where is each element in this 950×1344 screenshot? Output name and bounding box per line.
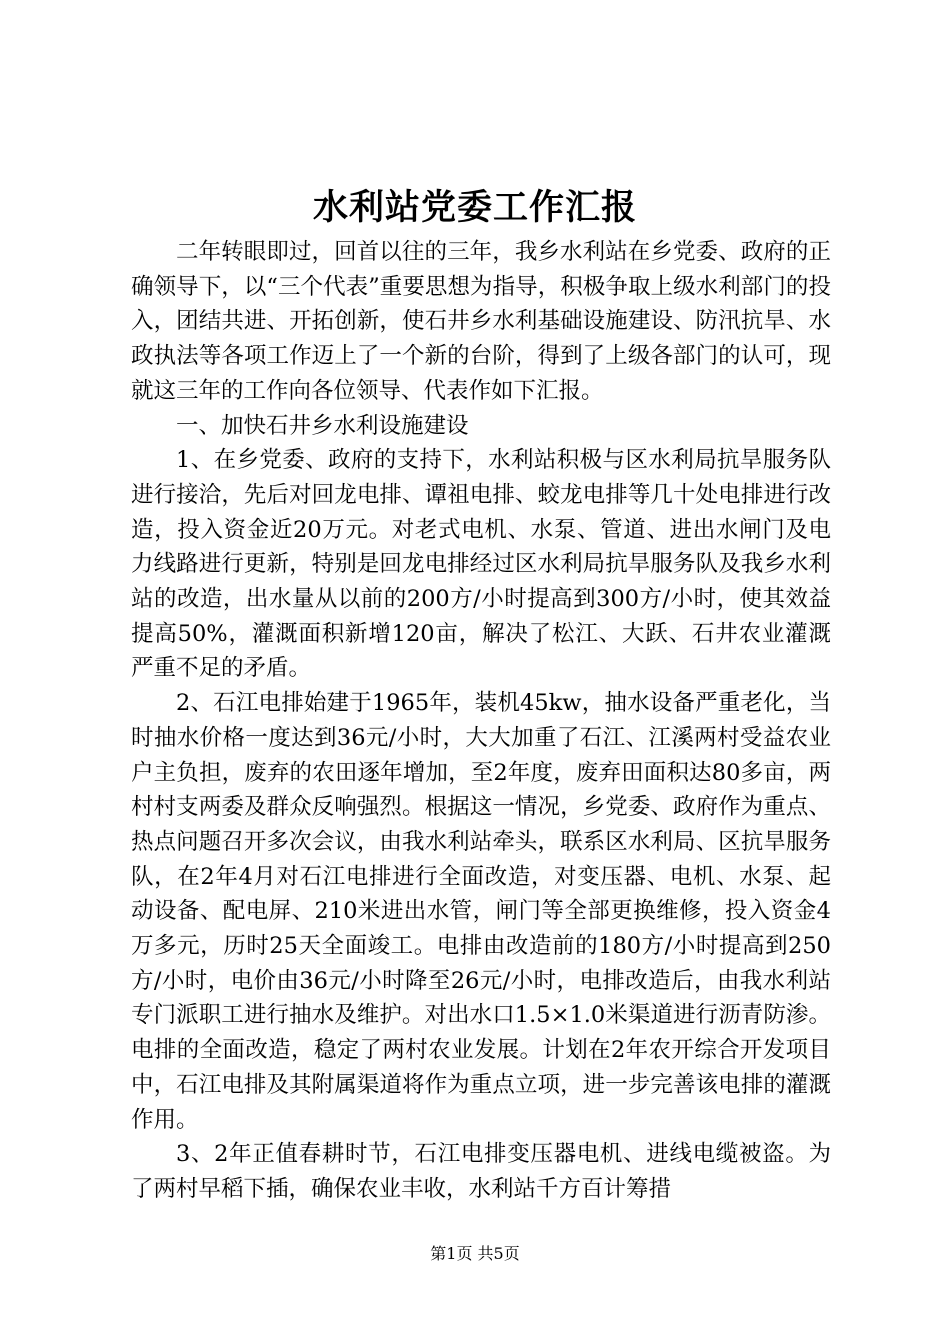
paragraph-intro: 二年转眼即过，回首以往的三年，我乡水利站在乡党委、政府的正确领导下，以“三个代表”重要思想为指导，积极争取上级水利部门的投入，团结共进、开拓创新，使石井乡水利基础设施建设、防汛抗旱、水政执法等各项工作迈上了一个新的台阶，得到了上级各部门的认可，现就这三年的工作向各位领导、代表作如下汇报。 [131, 239, 831, 404]
page-number: 第1页 共5页 [430, 1244, 520, 1263]
paragraph-item-1: 1、在乡党委、政府的支持下，水利站积极与区水利局抗旱服务队进行接洽，先后对回龙电排、谭祖电排、蛟龙电排等几十处电排进行改造，投入资金近20万元。对老式电机、水泵、管道、进出水闸门及电力线路进行更新，特别是回龙电排经过区水利局抗旱服务队及我乡水利站的改造，出水量从以前的200方/小时提高到300方/小时，使其效益提高50%，灌溉面积新增120亩，解决了松江、大跃、石井农业灌溉严重不足的矛盾。 [131, 447, 831, 682]
document-body [131, 235, 831, 1207]
document-title: 水利站党委工作汇报 [312, 187, 637, 228]
section-heading-1: 一、加快石井乡水利设施建设 [176, 412, 469, 439]
paragraph-item-2: 2、石江电排始建于1965年，装机45kw，抽水设备严重老化，当时抽水价格一度达到36元/小时，大大加重了石江、江溪两村受益农业户主负担，废弃的农田逐年增加，至2年度，废弃田面积达80多亩，两村村支两委及群众反响强烈。根据这一情况，乡党委、政府作为重点、热点问题召开多次会议，由我水利站牵头，联系区水利局、区抗旱服务队，在2年4月对石江电排进行全面改造，对变压器、电机、水泵、起动设备、配电屏、210米进出水管，闸门等全部更换维修，投入资金4万多元，历时25天全面竣工。电排由改造前的180方/小时提高到250方/小时，电价由36元/小时降至26元/小时，电排改造后，由我水利站专门派职工进行抽水及维护。对出水口1.5×1.0米渠道进行沥青防渗。电排的全面改造，稳定了两村农业发展。计划在2年农开综合开发项目中，石江电排及其附属渠道将作为重点立项，进一步完善该电排的灌溉作用。 [131, 690, 831, 1133]
paragraph-item-3: 3、2年正值春耕时节，石江电排变压器电机、进线电缆被盗。为了两村早稻下插，确保农业丰收，水利站千方百计筹措 [131, 1141, 831, 1202]
